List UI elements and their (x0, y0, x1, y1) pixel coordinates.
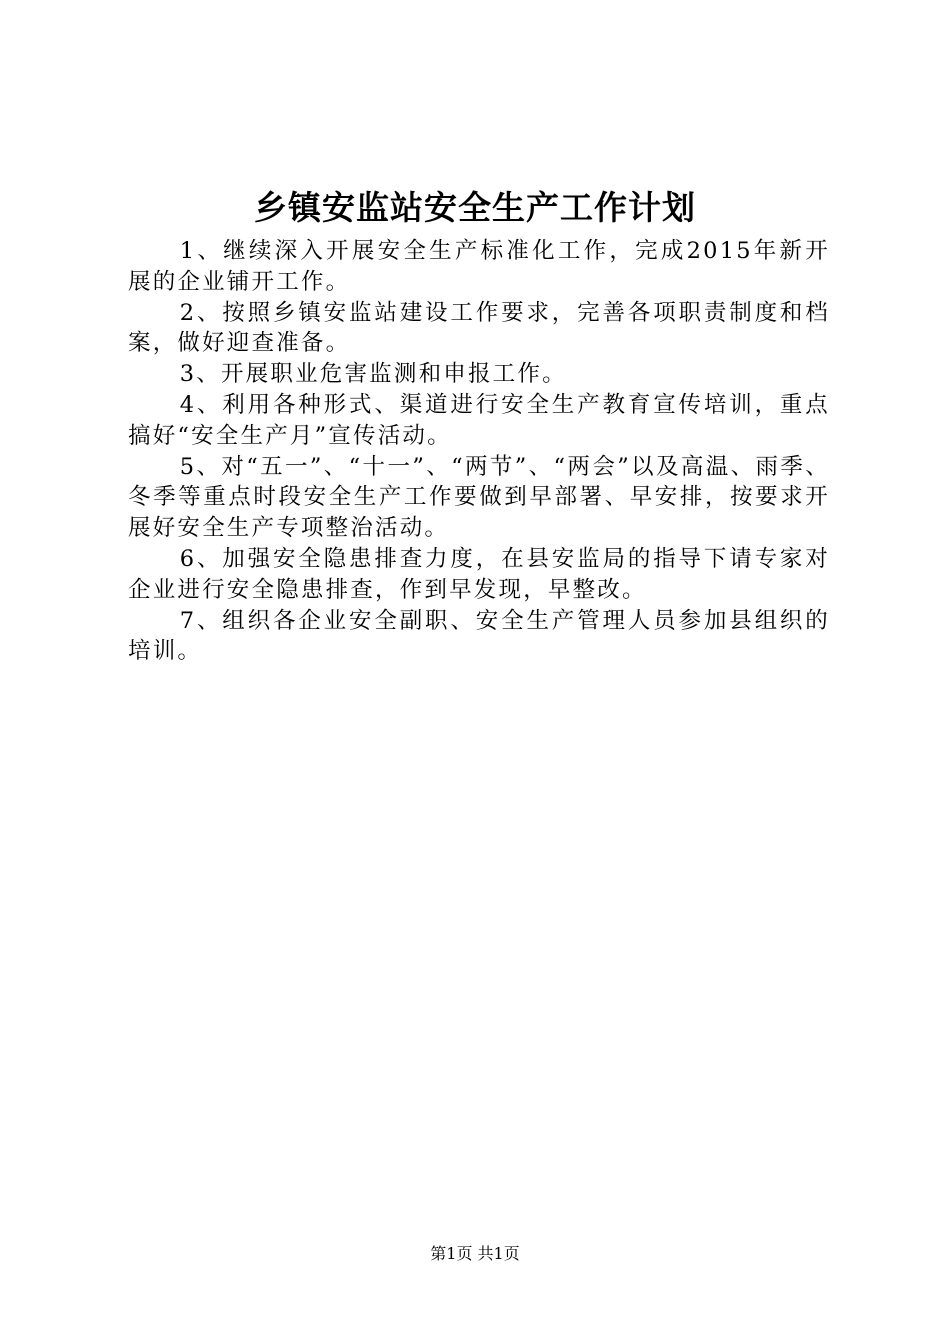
paragraph-item-5: 5、对“五一”、“十一”、“两节”、“两会”以及高温、雨季、冬季等重点时段安全生产工作要做到早部署、早安排，按要求开展好安全生产专项整治活动。 (128, 453, 830, 542)
paragraph-item-7: 7、组织各企业安全副职、安全生产管理人员参加县组织的培训。 (128, 607, 830, 665)
paragraph-item-2: 2、按照乡镇安监站建设工作要求，完善各项职责制度和档案，做好迎查准备。 (128, 299, 830, 357)
document-title: 乡镇安监站安全生产工作计划 (254, 188, 696, 227)
page-footer: 第1页 共1页 (430, 1244, 520, 1263)
paragraph-item-1: 1、继续深入开展安全生产标准化工作，完成2015年新开展的企业铺开工作。 (128, 238, 830, 295)
paragraph-item-3: 3、开展职业危害监测和申报工作。 (179, 361, 567, 388)
paragraph-item-4: 4、利用各种形式、渠道进行安全生产教育宣传培训，重点搞好“安全生产月”宣传活动。 (128, 391, 830, 449)
document-body (128, 236, 830, 667)
paragraph-item-6: 6、加强安全隐患排查力度，在县安监局的指导下请专家对企业进行安全隐患排查，作到早发现，早整改。 (128, 545, 830, 603)
